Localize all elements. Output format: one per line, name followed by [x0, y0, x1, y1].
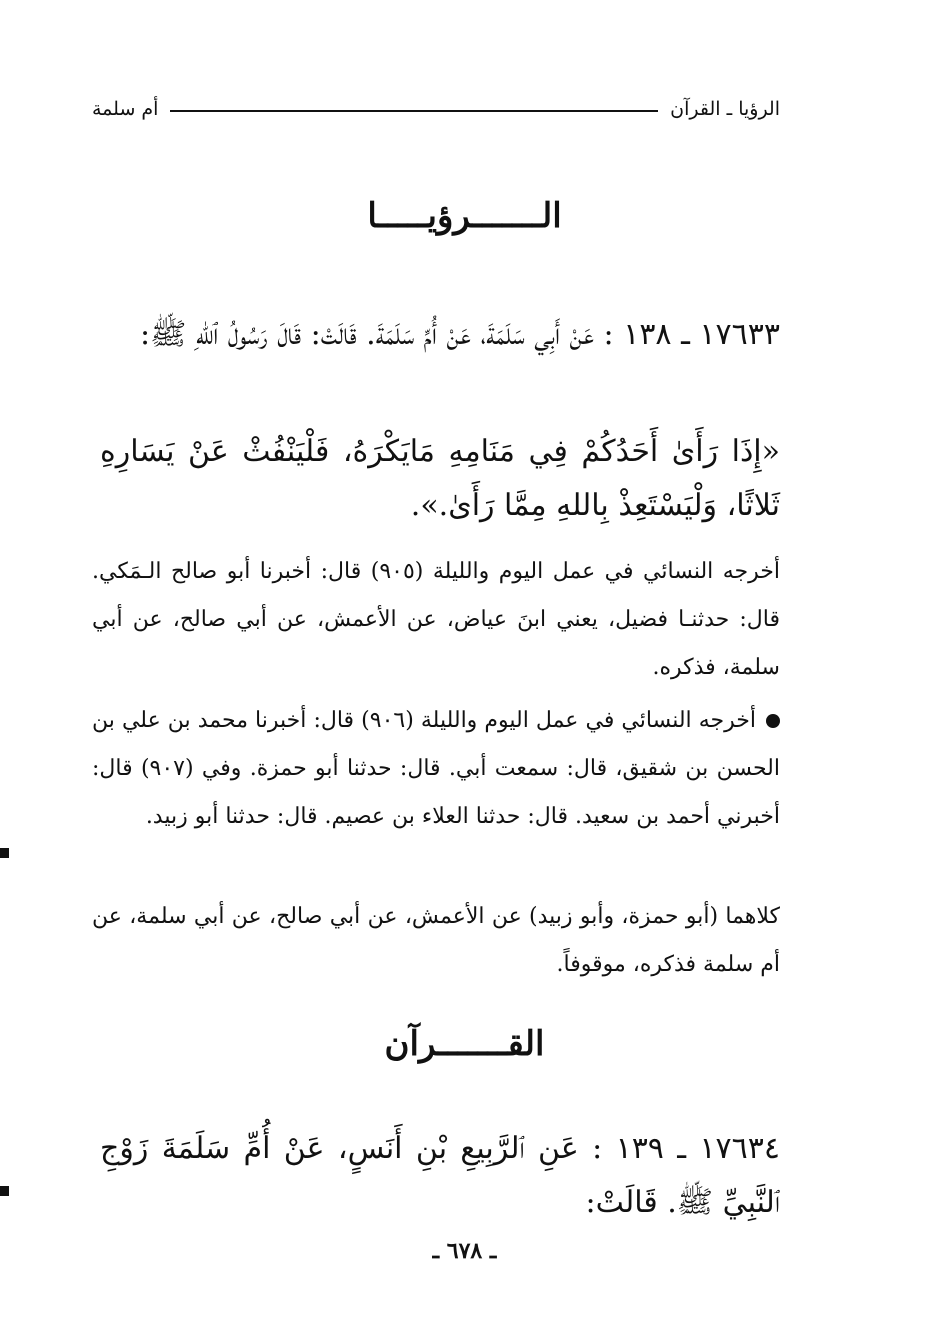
- scan-edge-mark: [0, 1186, 9, 1196]
- takhrij-paragraph-2-text: أخرجه النسائي في عمل اليوم والليلة (٩٠٦) قال: أخبرنا محمد بن علي بن الحسن بن شقيق، قال: سمعت أبي. قال: حدثنا أبو حمزة. وفي (٩٠٧) قال: أخبرني أحمد بن سعيد. قال: حدثنا العلاء بن عصيم. قال: حدثنا أبو زبيد.: [92, 708, 781, 829]
- header-narrator-name: أم سلمة: [92, 98, 159, 120]
- running-header: [92, 94, 780, 124]
- takhrij-paragraph-2: [92, 697, 780, 841]
- hadith-17633-matn: «إِذَا رَأَىٰ أَحَدُكُمْ فِي مَنَامِهِ مَايَكْرَهُ، فَلْيَنْفُثْ عَنْ يَسَارِهِ ثَلاثًا، وَلْيَسْتَعِذْ بِاللهِ مِمَّا رَأَىٰ.».: [100, 434, 780, 523]
- hadith-17634-isnad: ١٧٦٣٤ ـ ١٣٩ : عَنِ ٱلرَّبِيعِ بْنِ أَنَسٍ، عَنْ أُمِّ سَلَمَةَ زَوْجِ ٱلنَّبِيِّ ﷺ. قَالَتْ:: [100, 1131, 781, 1220]
- takhrij-paragraph-3: كلاهما (أبو حمزة، وأبو زبيد) عن الأعمش، عن أبي صالح، عن أبي سلمة، عن أم سلمة فذكره، موقوفاً.: [92, 904, 780, 977]
- header-section-title: الرؤيا ـ القرآن: [670, 98, 780, 120]
- takhrij-paragraph-1: أخرجه النسائي في عمل اليوم والليلة (٩٠٥) قال: أخبرنا أبو صالح الـمَكي. قال: حدثنـا فضيل، يعني ابنَ عياض، عن الأعمش، عن أبي صالح، عن أبي سلمة، فذكره.: [92, 559, 781, 680]
- bullet-icon: [766, 714, 780, 728]
- section-title-dreams: الـــــــرؤيـــــا: [367, 196, 562, 236]
- page-number: ـ ٦٧٨ ـ: [432, 1238, 497, 1264]
- header-rule: [170, 110, 658, 112]
- scan-edge-mark: [0, 848, 9, 858]
- section-title-quran: القـــــــرآن: [384, 1024, 545, 1064]
- hadith-17633-isnad: ١٧٦٣٣ ـ ١٣٨ : عَنْ أَبِي سَلَمَةَ، عَنْ أُمِّ سَلَمَةَ. قَالَتْ: قَالَ رَسُولُ ٱللهِ ﷺ:: [139, 317, 780, 352]
